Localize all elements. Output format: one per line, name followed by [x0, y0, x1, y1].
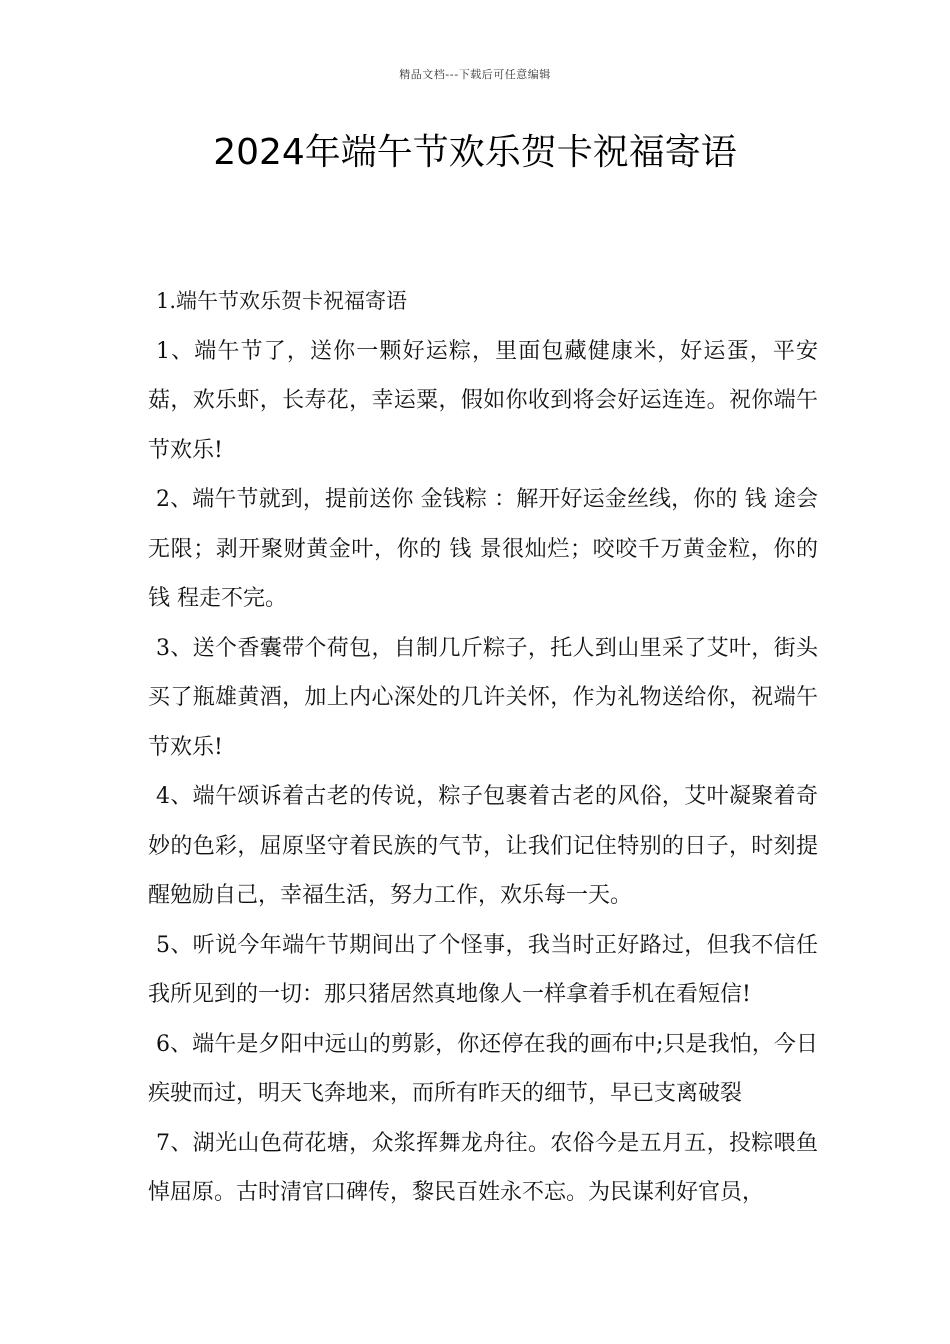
paragraph-3: 3、送个香囊带个荷包，自制几斤粽子，托人到山里采了艾叶，街头买了瓶雄黄酒，加上内心深处的几许关怀，作为礼物送给你，祝端午节欢乐! — [148, 635, 818, 760]
paragraph-5: 5、听说今年端午节期间出了个怪事，我当时正好路过，但我不信任我所见到的一切：那只猪居然真地像人一样拿着手机在看短信! — [148, 932, 818, 1007]
paragraph-1: 1、端午节了，送你一颗好运粽，里面包藏健康米，好运蛋，平安菇，欢乐虾，长寿花，幸运粟，假如你收到将会好运连连。祝你端午节欢乐! — [148, 338, 818, 463]
section-heading: 1.端午节欢乐贺卡祝福寄语 — [156, 289, 408, 313]
paragraph-6: 6、端午是夕阳中远山的剪影，你还停在我的画布中;只是我怕，今日疾驶而过，明天飞奔地来，而所有昨天的细节，早已支离破裂 — [148, 1031, 818, 1106]
document-body — [148, 277, 818, 1218]
document-title: 2024年端午节欢乐贺卡祝福寄语 — [213, 132, 737, 173]
paragraph-7: 7、湖光山色荷花塘，众浆挥舞龙舟往。农俗今是五月五，投粽喂鱼悼屈原。古时清官口碑传，黎民百姓永不忘。为民谋利好官员， — [148, 1130, 818, 1205]
paragraph-2: 2、端午节就到，提前送你 金钱粽 ：解开好运金丝线，你的 钱 途会无限；剥开聚财黄金叶，你的 钱 景很灿烂；咬咬千万黄金粒，你的 钱 程走不完。 — [148, 487, 818, 611]
header-note: 精品文档---下载后可任意编辑 — [399, 68, 551, 81]
paragraph-4: 4、端午颂诉着古老的传说，粽子包裹着古老的风俗，艾叶凝聚着奇妙的色彩，屈原坚守着民族的气节，让我们记住特别的日子，时刻提醒勉励自己，幸福生活，努力工作，欢乐每一天。 — [148, 784, 818, 908]
